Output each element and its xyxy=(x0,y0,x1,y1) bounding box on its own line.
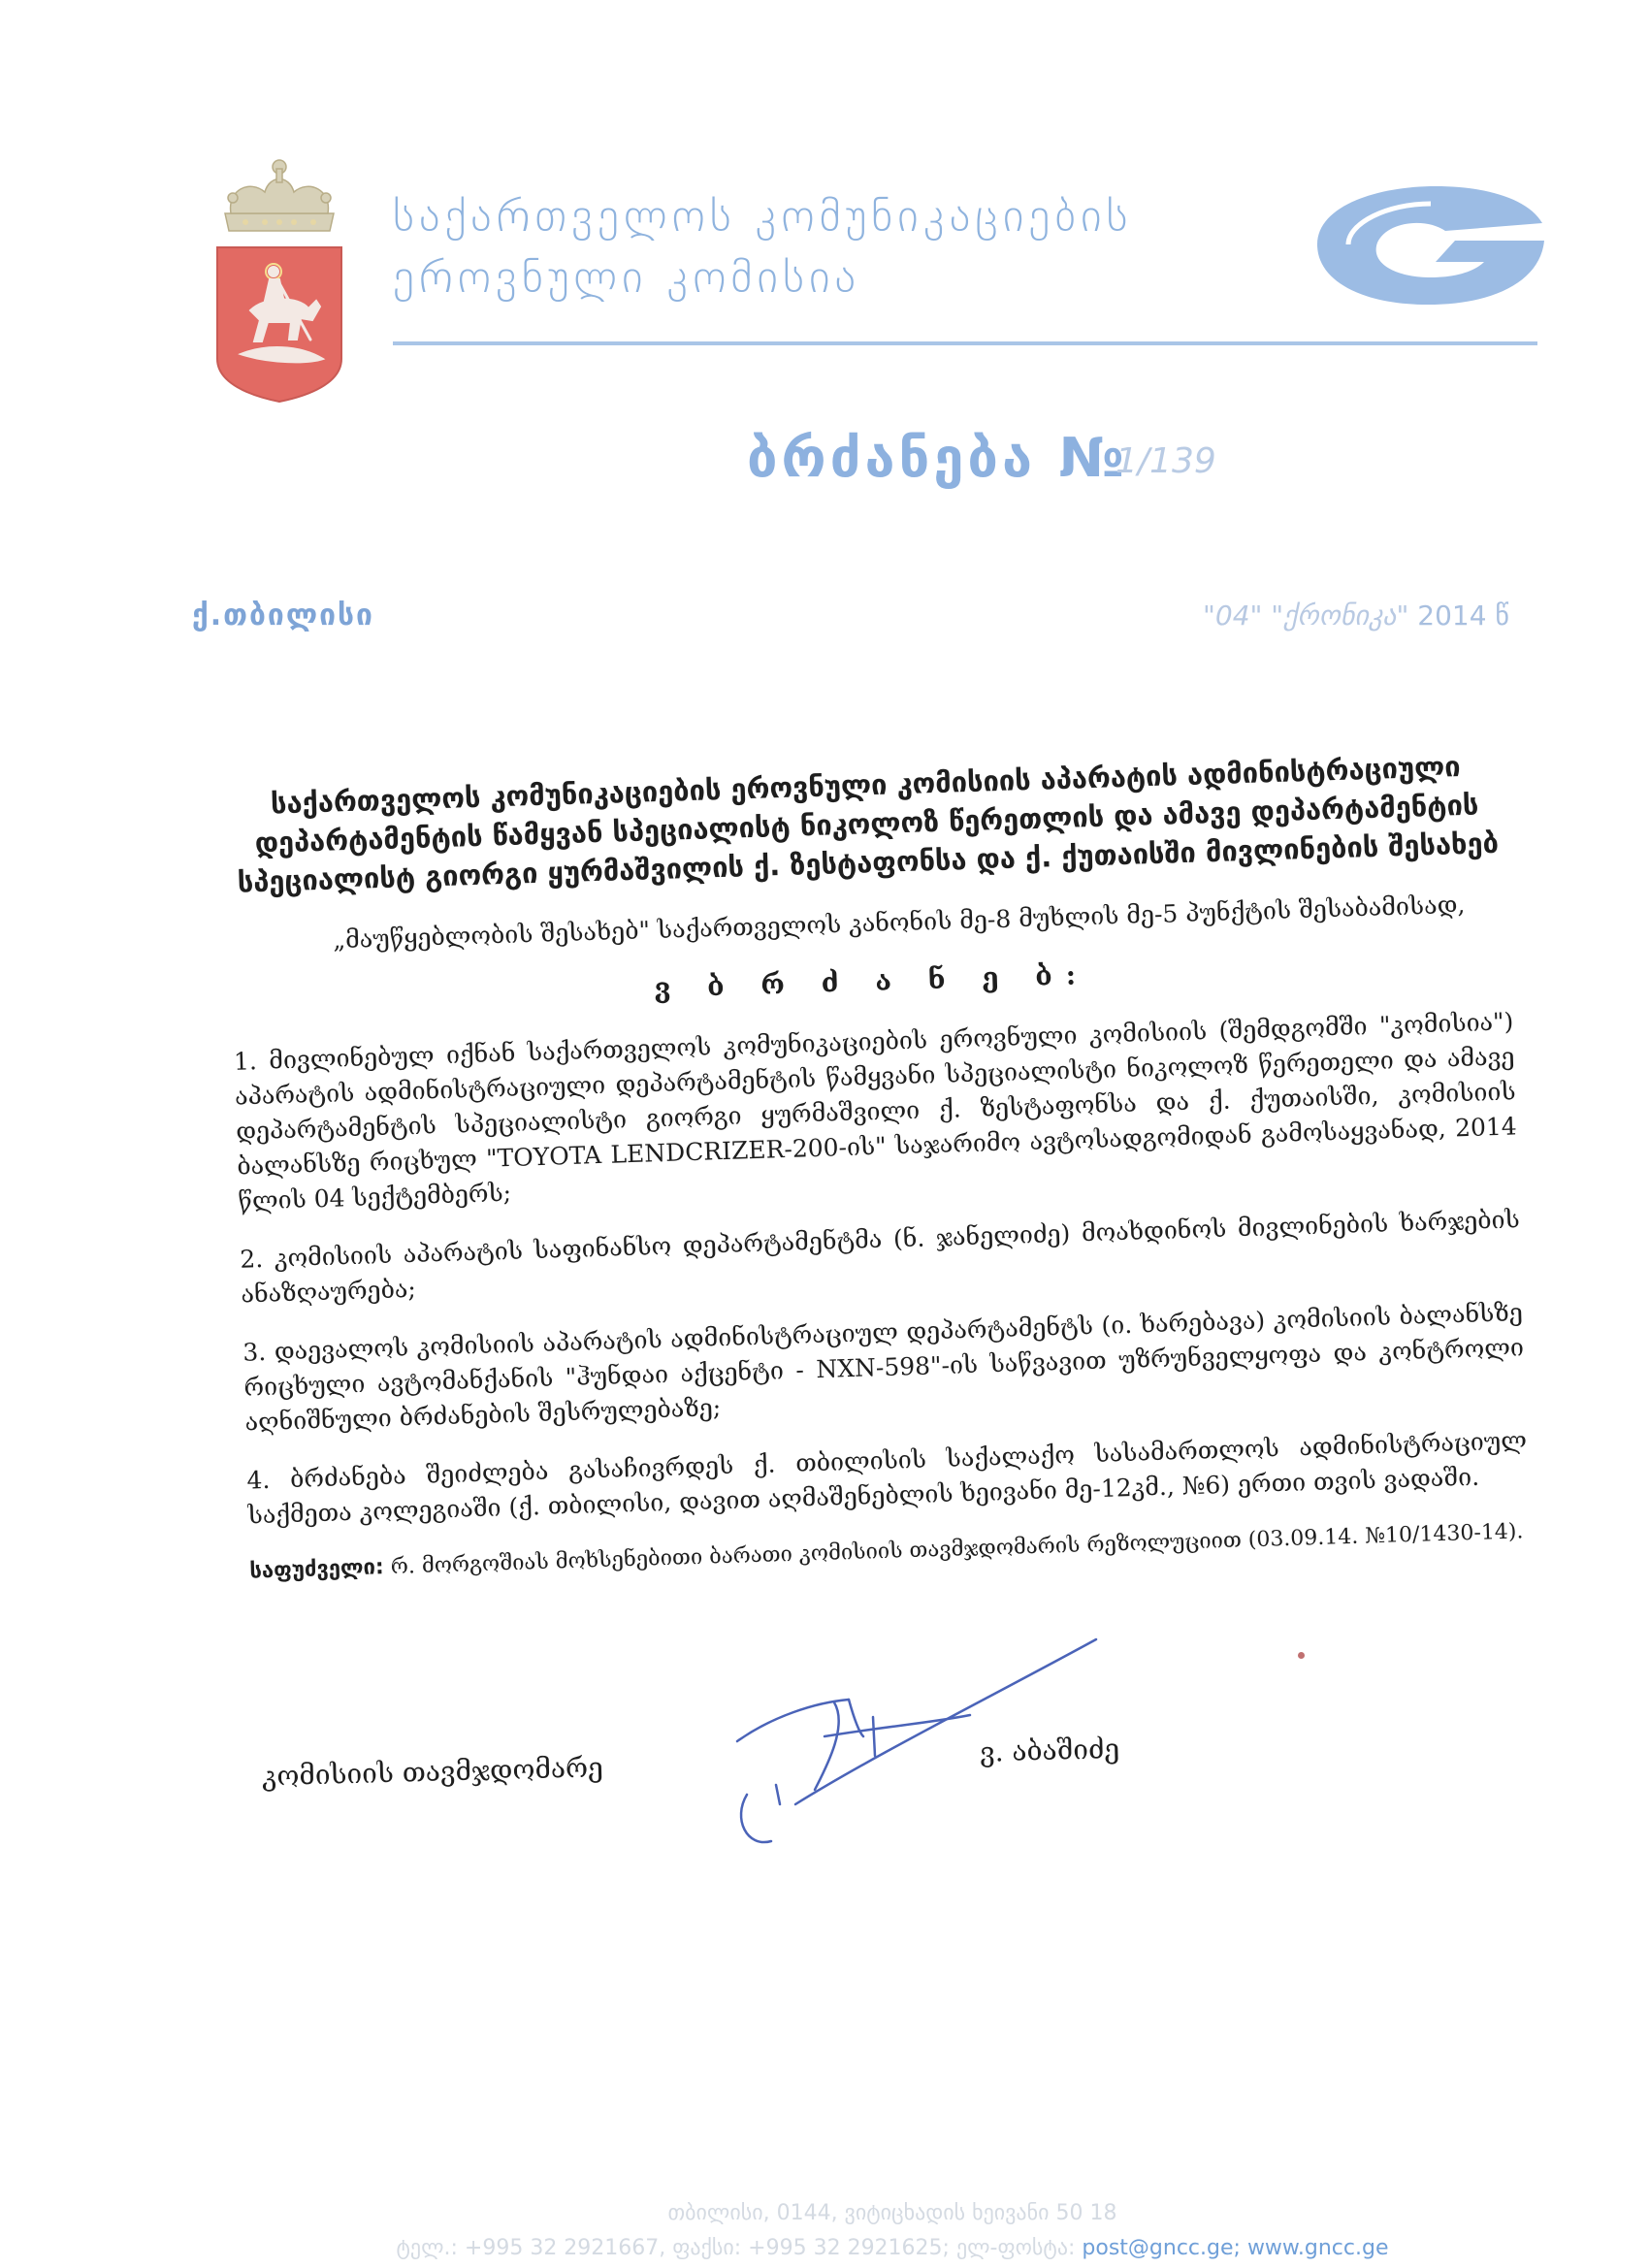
footer-website[interactable]: www.gncc.ge xyxy=(1246,2236,1389,2260)
basis-reference-label: საფუძველი: xyxy=(249,1555,385,1584)
footer-phones: ტელ.: +995 32 2921667, ფაქსი: +995 32 2921625; ელ-ფოსტა: xyxy=(396,2236,1076,2260)
georgian-coat-of-arms-icon xyxy=(211,155,347,403)
order-number-handwritten: 1/139 xyxy=(1116,441,1216,481)
order-item-4: 4. ბრძანება შეიძლება გასაჩივრდეს ქ. თბილისის საქალაქო სასამართლოს ადმინისტრაციულ საქმეთა კოლეგიაში (ქ. თბილისი, დავით აღმაშენებლის ხეივანი მე-12კმ., №6) ერთი თვის ვადაში. xyxy=(246,1426,1528,1530)
order-item-2: 2. კომისიის აპარატის საფინანსო დეპარტამენტმა (ნ. ჯანელიძე) მოახდინოს მივლინების ხარჯების ანაზღაურება; xyxy=(239,1205,1521,1309)
order-item-3: 3. დაევალოს კომისიის აპარატის ადმინისტრაციულ დეპარტამენტს (ი. ხარებავა) კომისიის ბალანსზე რიცხული ავტომანქანის "ჰუნდაი აქცენტი - NXN-598"-ის საწვავით უზრუნველყოფა და კონტროლი აღნიშნული ბრძანების შესრულებაზე; xyxy=(242,1298,1525,1437)
gncc-logo-icon xyxy=(1310,184,1547,306)
footer-address: თბილისი, 0144, ვიტიცხადის ხეივანი 50 18 xyxy=(667,2201,1117,2225)
order-title: ბრძანება № xyxy=(747,427,1128,490)
city-label: ქ.თბილისი xyxy=(192,599,374,632)
ink-mark xyxy=(1298,1652,1305,1659)
date-month: "ქრონიკა" xyxy=(1271,599,1409,632)
order-subject: საქართველოს კომუნიკაციების ეროვნული კომისიის აპარატის ადმინისტრაციული დეპარტამენტის წამყვან სპეციალისტ ნიკოლოზ წერეთლის და ამავე დეპარტამენტის სპეციალისტ გიორგი ყურმაშვილის ქ. ზესტაფონსა და ქ. ქუთაისში მივლინების შესახებ xyxy=(237,749,1500,899)
organization-name-line2: ეროვნული კომისია xyxy=(393,250,861,303)
date-line xyxy=(1203,599,1509,632)
signatory-name: ვ. აბაშიძე xyxy=(979,1733,1120,1768)
date-year: 2014 წ xyxy=(1417,599,1509,632)
signatory-title: კომისიის თავმჯდომარე xyxy=(261,1751,604,1793)
footer-email[interactable]: post@gncc.ge; xyxy=(1082,2236,1241,2260)
organization-name-line1: საქართველოს კომუნიკაციების xyxy=(393,189,1133,242)
date-day: "04" xyxy=(1203,599,1263,632)
footer-contacts xyxy=(291,2231,1494,2266)
order-item-1: 1. მივლინებულ იქნან საქართველოს კომუნიკაციების ეროვნული კომისიის (შემდგომში "კომისია") აპარატის ადმინისტრაციული დეპარტამენტის წამყვანი სპეციალისტი ნიკოლოზ წერეთელი და ამავე დეპარტამენტის სპეციალისტი გიორგი ყურმაშვილი ქ. ზესტაფონსა და ქ. ქუთაისში, კომისიის ბალანსზე რიცხულ "TOYOTA LENDCRIZER-200-ის" საჯარიმო ავტოსადგომიდან გამოსაყვანად, 2014 წლის 04 სექტემბერს; xyxy=(233,1007,1518,1215)
footer xyxy=(291,2196,1494,2266)
header-divider xyxy=(393,341,1537,345)
basis-reference-text: რ. მორგოშიას მოხსენებითი ბარათი კომისიის თავმჯდომარის რეზოლუციით (03.09.14. №10/1430-14). xyxy=(390,1519,1524,1580)
order-body xyxy=(225,746,1530,1587)
legal-basis: „მაუწყებლობის შესახებ" საქართველოს კანონის მე-8 მუხლის მე-5 პუნქტის შესაბამისად, xyxy=(332,890,1466,955)
order-word: ვ ბ რ ძ ა ნ ე ბ: xyxy=(653,958,1090,1005)
